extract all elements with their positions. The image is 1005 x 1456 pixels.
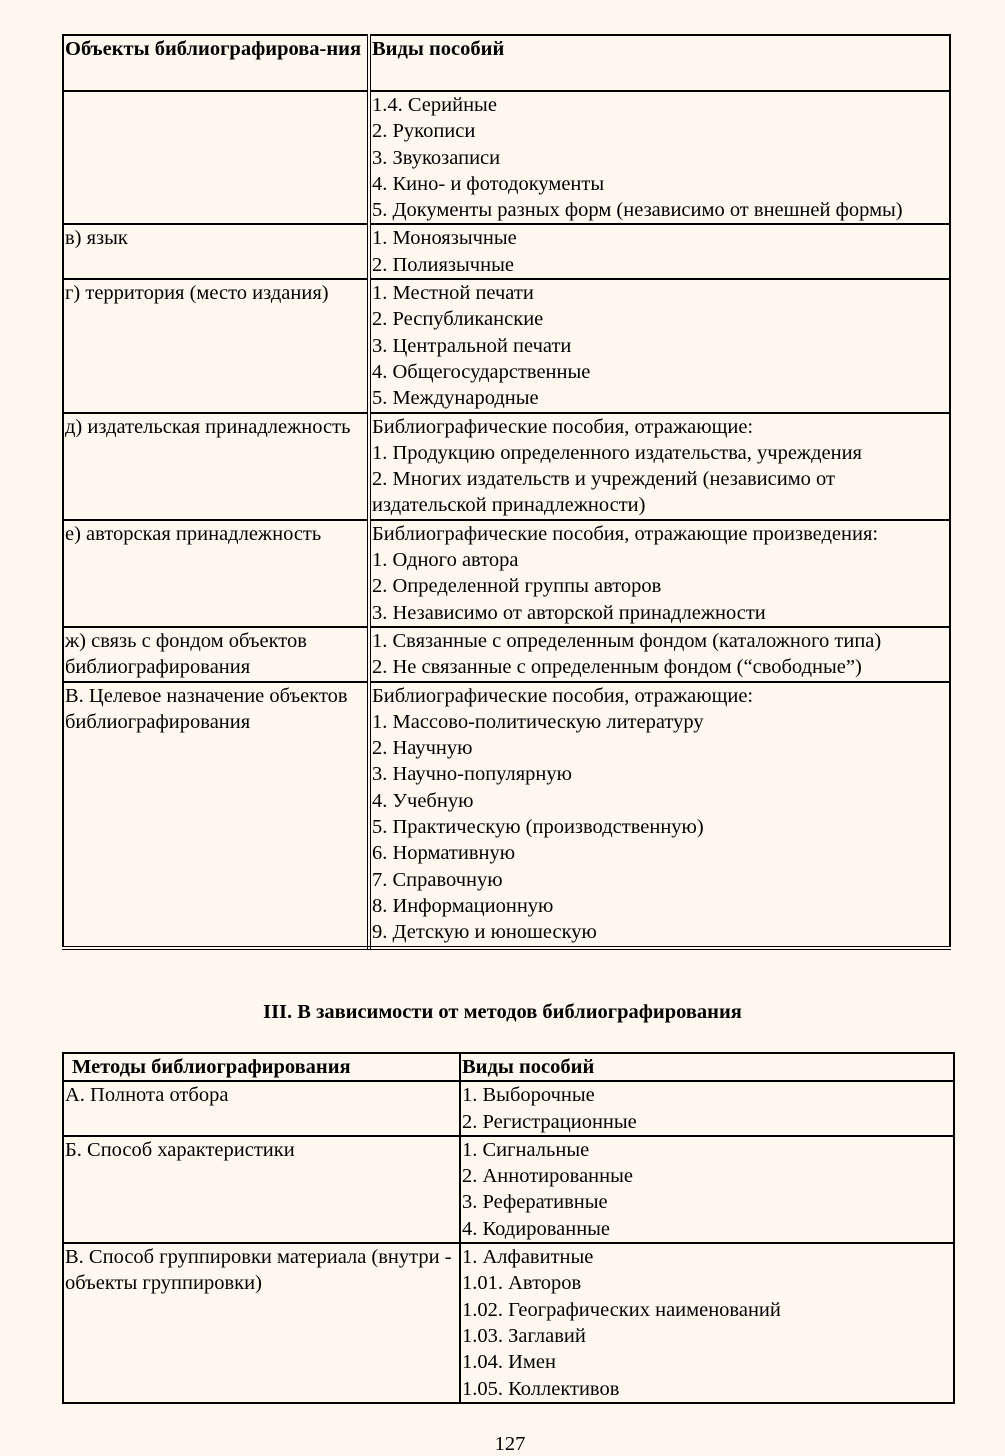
list-item: 1. Связанные с определенным фондом (каталожного типа) bbox=[372, 629, 882, 652]
row-label: ж) связь с фондом объектов библиографирования bbox=[65, 629, 307, 679]
page-number: 127 bbox=[494, 1433, 526, 1455]
row-items-cell bbox=[460, 1243, 954, 1403]
list-item: 1. Выборочные bbox=[462, 1084, 595, 1107]
table-row bbox=[63, 413, 950, 520]
row-label-cell bbox=[63, 1081, 460, 1136]
row-items-cell bbox=[369, 682, 950, 948]
row-label: г) территория (место издания) bbox=[65, 282, 329, 305]
list-item: 4. Кодированные bbox=[462, 1217, 611, 1240]
list-item: 2. Определенной группы авторов bbox=[372, 575, 662, 598]
row-label-cell bbox=[63, 91, 369, 224]
row-items-cell bbox=[460, 1136, 954, 1243]
row-label: В. Способ группировки материала (внутри - объекты группировки) bbox=[65, 1246, 452, 1295]
table-header-row bbox=[63, 35, 950, 91]
row-items-cell bbox=[369, 91, 950, 224]
list-item: 1. Одного автора bbox=[372, 549, 519, 572]
table-row bbox=[63, 1081, 954, 1136]
table-row bbox=[63, 91, 950, 224]
list-item: 3. Научно-популярную bbox=[372, 763, 572, 786]
list-item: 3. Независимо от авторской принадлежности bbox=[372, 601, 766, 624]
list-item: 1. Моноязычные bbox=[372, 227, 517, 250]
row-items-cell bbox=[369, 279, 950, 412]
row-items-cell bbox=[369, 627, 950, 682]
row-label: е) авторская принадлежность bbox=[65, 522, 322, 545]
table-row bbox=[63, 1243, 954, 1403]
list-item: 3. Звукозаписи bbox=[372, 146, 501, 169]
list-item: 5. Документы разных форм (независимо от внешней формы) bbox=[372, 199, 903, 222]
list-item: 2. Аннотированные bbox=[462, 1165, 633, 1188]
table-row bbox=[63, 520, 950, 627]
list-item: 1. Массово-политическую литературу bbox=[372, 710, 704, 733]
row-items-cell bbox=[369, 224, 950, 279]
header-objects: Объекты библиографирова-ния bbox=[63, 35, 369, 91]
list-item: 5. Практическую (производственную) bbox=[372, 816, 704, 839]
list-item: 1.03. Заглавий bbox=[462, 1324, 586, 1347]
table-row bbox=[63, 682, 950, 948]
row-label-cell bbox=[63, 224, 369, 279]
list-item: 4. Учебную bbox=[372, 789, 474, 812]
row-items-cell bbox=[369, 520, 950, 627]
list-item: Библиографические пособия, отражающие: bbox=[372, 415, 754, 438]
list-item: 1. Продукцию определенного издательства, учреждения bbox=[372, 441, 862, 464]
classification-table-methods bbox=[62, 1052, 955, 1404]
list-item: 1.05. Коллективов bbox=[462, 1377, 620, 1400]
list-item: 3. Реферативные bbox=[462, 1191, 608, 1214]
list-item: 1.01. Авторов bbox=[462, 1272, 582, 1295]
table-row bbox=[63, 224, 950, 279]
row-items-cell bbox=[369, 413, 950, 520]
list-item: 1.4. Серийные bbox=[372, 94, 497, 116]
row-label-cell bbox=[63, 1243, 460, 1403]
classification-table-objects bbox=[62, 34, 951, 950]
list-item: 1. Сигнальные bbox=[462, 1138, 590, 1161]
list-item: Библиографические пособия, отражающие произведения: bbox=[372, 522, 879, 545]
list-item: 2. Научную bbox=[372, 737, 473, 760]
row-label-cell bbox=[63, 682, 369, 948]
row-label-cell bbox=[63, 1136, 460, 1243]
list-item: 2. Регистрационные bbox=[462, 1110, 637, 1133]
table-header-row bbox=[63, 1053, 954, 1081]
row-items-cell bbox=[460, 1081, 954, 1136]
row-label: А. Полнота отбора bbox=[65, 1084, 229, 1107]
list-item: 9. Детскую и юношескую bbox=[372, 921, 597, 944]
table-row bbox=[63, 627, 950, 682]
header-kinds: Виды пособий bbox=[460, 1053, 954, 1081]
row-label-cell bbox=[63, 279, 369, 412]
list-item: 4. Кино- и фотодокументы bbox=[372, 172, 605, 195]
list-item: 2. Полиязычные bbox=[372, 253, 514, 276]
row-label-cell bbox=[63, 627, 369, 682]
row-label: Б. Способ характеристики bbox=[65, 1138, 295, 1161]
row-label: в) язык bbox=[65, 227, 128, 250]
list-item: 8. Информационную bbox=[372, 894, 554, 917]
list-item: 2. Не связанные с определенным фондом (“свободные”) bbox=[372, 656, 862, 679]
row-label-cell bbox=[63, 413, 369, 520]
row-label: д) издательская принадлежность bbox=[65, 415, 351, 438]
list-item: 2. Многих издательств и учреждений (независимо от издательской принадлежности) bbox=[372, 468, 835, 517]
list-item: Библиографические пособия, отражающие: bbox=[372, 684, 754, 707]
list-item: 2. Рукописи bbox=[372, 120, 476, 143]
list-item: 1. Местной печати bbox=[372, 282, 534, 305]
list-item: 2. Республиканские bbox=[372, 308, 544, 331]
list-item: 1.02. Географических наименований bbox=[462, 1298, 781, 1321]
row-label: В. Целевое назначение объектов библиографирования bbox=[65, 684, 348, 733]
list-item: 1.04. Имен bbox=[462, 1351, 556, 1374]
list-item: 1. Алфавитные bbox=[462, 1246, 594, 1269]
header-kinds: Виды пособий bbox=[369, 35, 950, 91]
list-item: 5. Международные bbox=[372, 387, 539, 410]
section-title: III. В зависимости от методов библиографирования bbox=[263, 1001, 742, 1023]
list-item: 4. Общегосударственные bbox=[372, 360, 591, 383]
table-row bbox=[63, 279, 950, 412]
header-methods: Методы библиографирования bbox=[63, 1053, 460, 1081]
table-row bbox=[63, 1136, 954, 1243]
list-item: 3. Центральной печати bbox=[372, 334, 572, 357]
list-item: 6. Нормативную bbox=[372, 842, 516, 865]
row-label-cell bbox=[63, 520, 369, 627]
list-item: 7. Справочную bbox=[372, 868, 503, 891]
